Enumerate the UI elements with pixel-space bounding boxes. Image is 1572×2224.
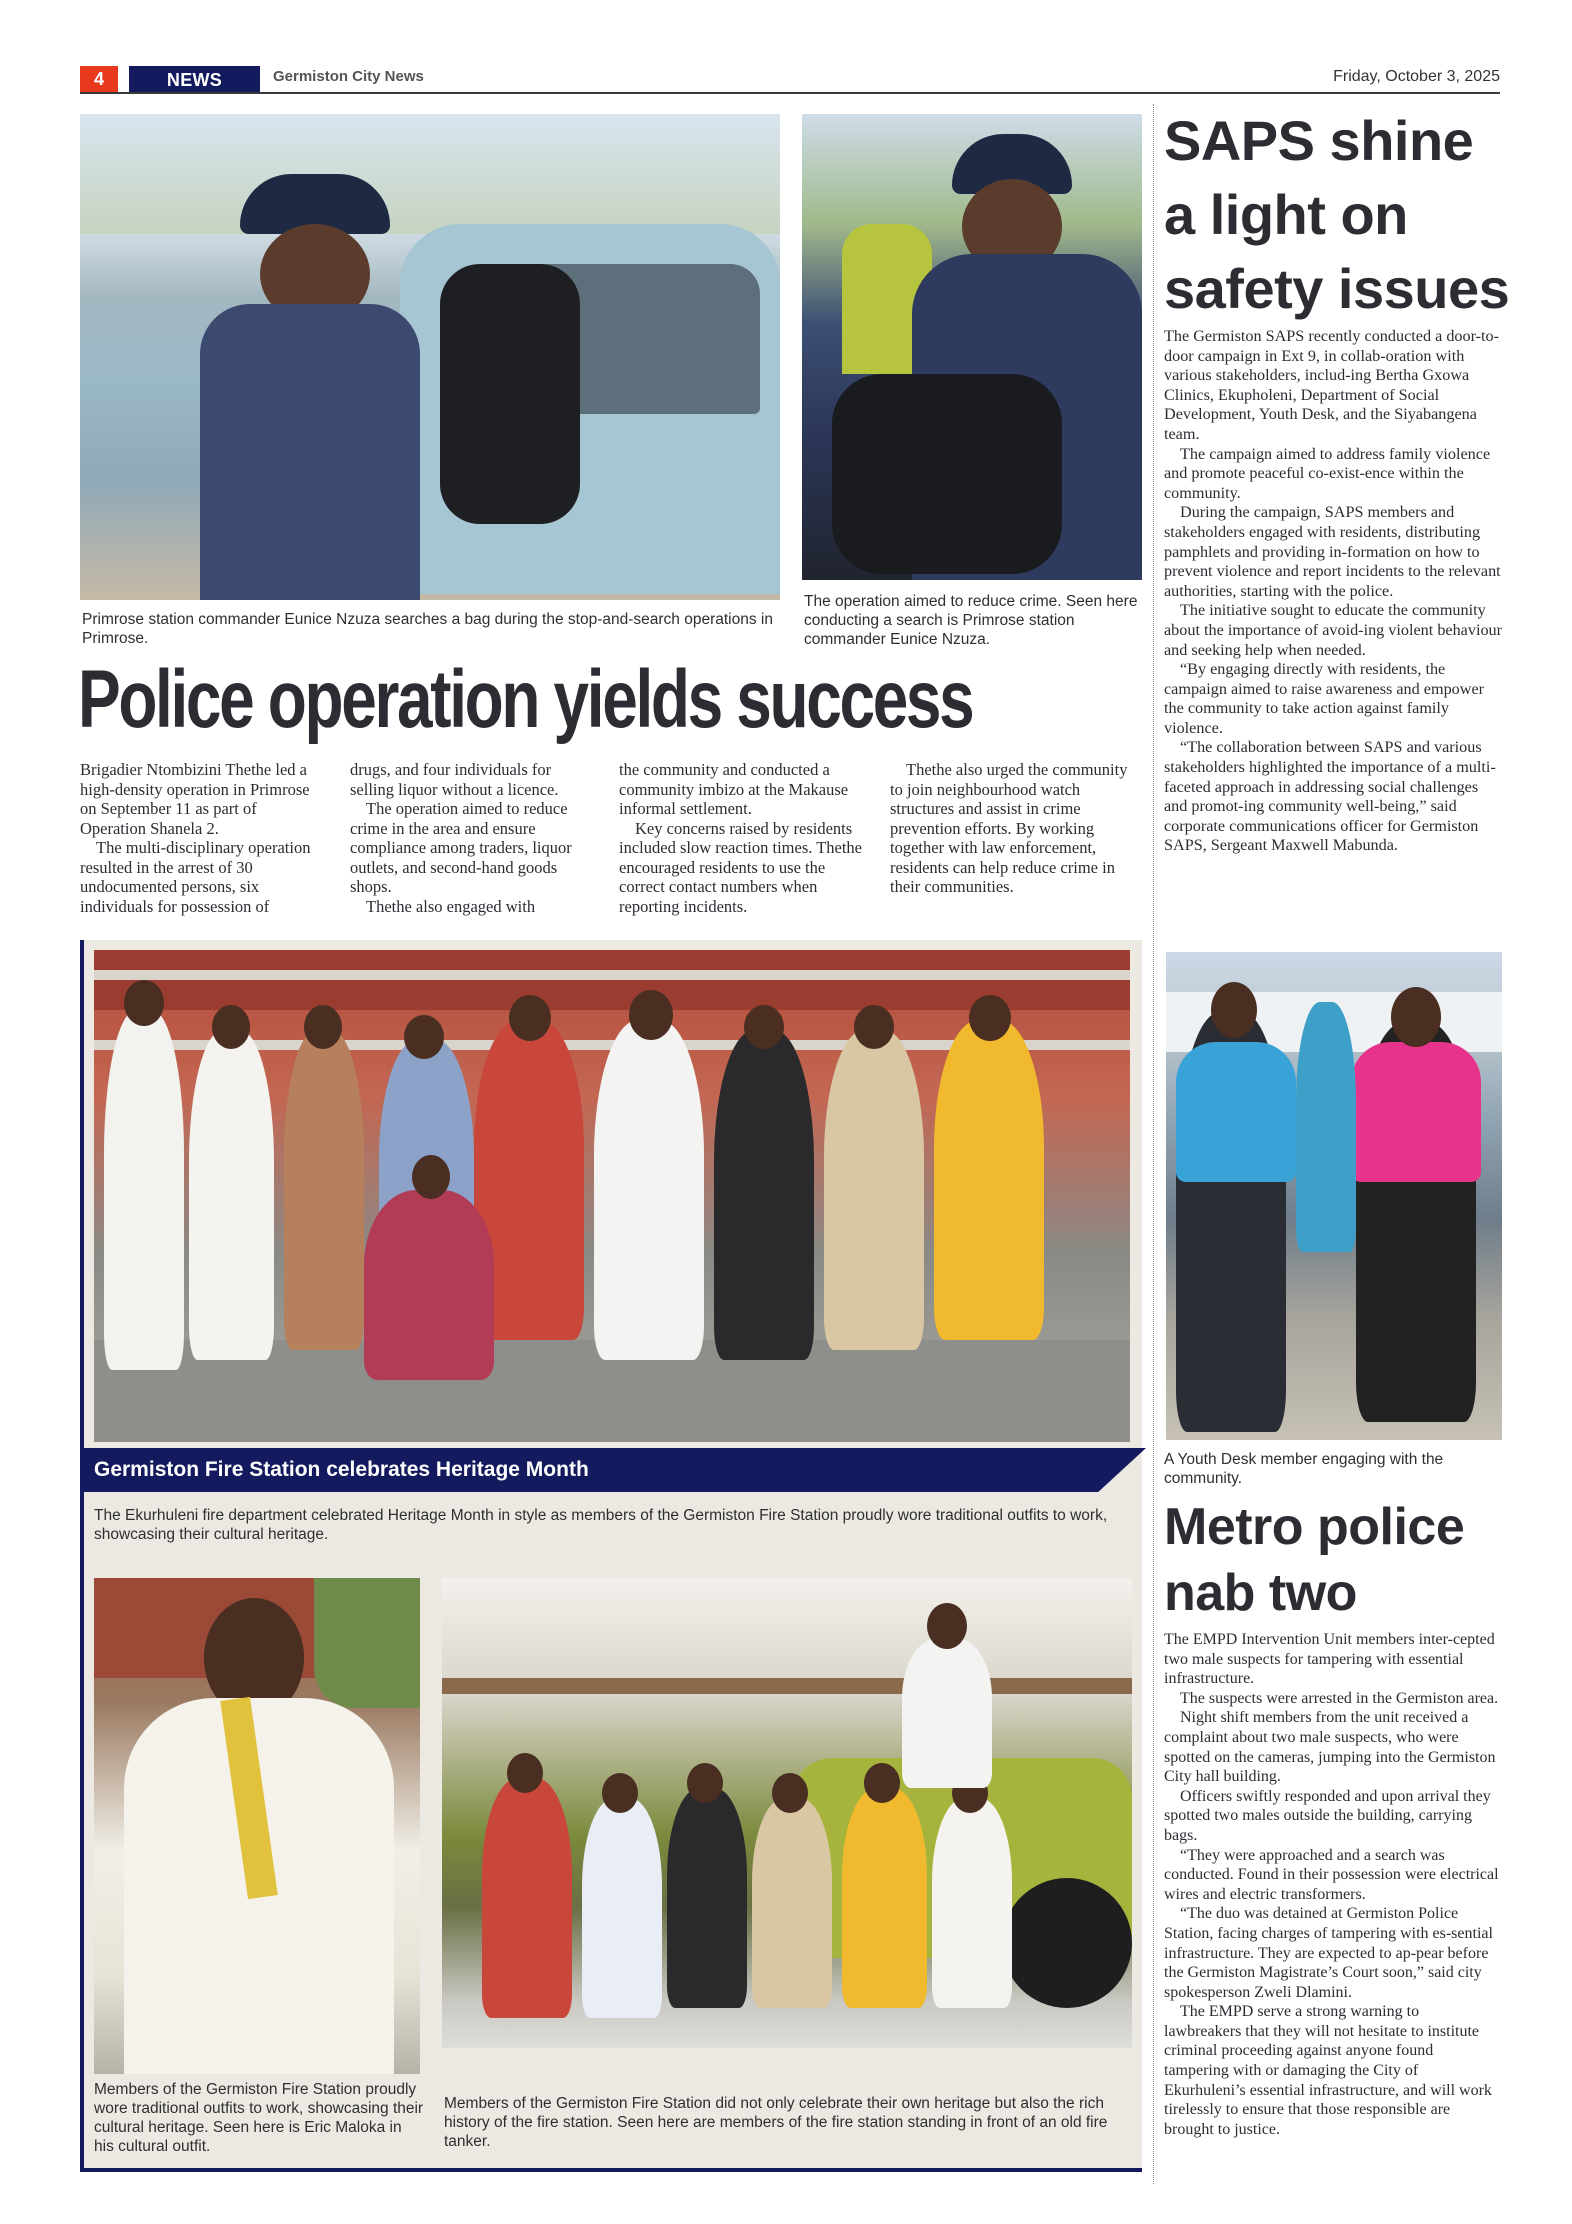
photo-officer-conducting-search [802,114,1142,580]
photo-fire-tanker-group [442,1578,1132,2048]
paragraph: Brigadier Ntombizini Thethe led a high-density operation in Primrose on September 11 as part of Operation Shanela 2. [80,760,310,838]
paragraph: During the campaign, SAPS members and stakeholders engaged with residents, distributing pamphlets and providing in-formation on how to prevent violence and report incidents to the relevant authorities, starting with the police. [1164,503,1501,600]
paragraph: Night shift members from the unit received a complaint about two male suspects, who were spotted on the cameras, jumping into the Germiston City hall building. [1164,1709,1496,1786]
article-column-2 [350,760,590,916]
photo-youth-desk-member [1166,952,1502,1440]
photo-fire-station-group [94,950,1130,1442]
headline-line: a light on [1164,183,1408,246]
photo-caption: Primrose station commander Eunice Nzuza searches a bag during the stop-and-search operations in Primrose. [82,611,773,647]
photo-caption: A Youth Desk member engaging with the community. [1164,1451,1444,1487]
article-column-1 [80,760,320,916]
metro-article-body [1164,1630,1499,2139]
paragraph: The EMPD Intervention Unit members inter-cepted two male suspects for tampering with essential infrastructure. [1164,1631,1495,1688]
photo-caption: Members of the Germiston Fire Station did not only celebrate their own heritage but also the rich history of the fire station. Seen here are members of the fire station standing in front of an old fire tanker. [444,2095,1108,2150]
paragraph: The operation aimed to reduce crime in the area and ensure compliance among traders, liquor outlets, and second-hand goods shops. [350,799,572,896]
column-divider [1153,104,1154,2184]
paragraph: The multi-disciplinary operation resulted in the arrest of 30 undocumented persons, six individuals for possession of [80,838,311,916]
photo-caption: The operation aimed to reduce crime. Seen here conducting a search is Primrose station commander Eunice Nzuza. [804,593,1138,648]
headline-police-operation: Police operation yields success [78,654,973,745]
section-label: NEWS [129,66,260,92]
paragraph: The Germiston SAPS recently conducted a door-to-door campaign in Ext 9, in collab-oration with various stakeholders, includ-ing Bertha Gxowa Clinics, Ekupholeni, Department of Social Development, Youth Desk, and the Siyabangena team. [1164,327,1500,443]
page-header [80,66,1500,94]
page-number: 4 [80,66,118,92]
photo-eric-maloka-portrait [94,1578,420,2074]
headline-metro-police [1164,1494,1464,1626]
paragraph: drugs, and four individuals for selling liquor without a licence. [350,760,559,799]
paragraph: The EMPD serve a strong warning to lawbreakers that they will not hesitate to institute criminal proceeding against anyone found tampering with or damaging the City of Ekurhuleni’s essential infrastructure, and will work tirelessly to ensure that those responsible are brought to justice. [1164,2003,1492,2138]
paragraph: “By engaging directly with residents, the campaign aimed to raise awareness and empower the community to take action against family violence. [1164,660,1485,737]
headline-line: Metro police [1164,1498,1465,1556]
paragraph: Thethe also urged the community to join neighbourhood watch structures and assist in crime prevention efforts. By working together with law enforcement, residents can help reduce crime in their communities. [890,760,1128,896]
article-column-4 [890,760,1140,897]
photo-officer-searching-bag [80,114,780,600]
paragraph: the community and conducted a community imbizo at the Makause informal settlement. [619,760,849,818]
paragraph: The initiative sought to educate the community about the importance of avoid-ing violent behaviour and seeking help when needed. [1164,601,1503,659]
paragraph: The suspects were arrested in the Germiston area. [1180,1689,1499,1707]
paragraph: “They were approached and a search was conducted. Found in their possession were electrical wires and electric transformers. [1164,1846,1499,1903]
paragraph: Officers swiftly responded and upon arrival they spotted two males outside the building, carrying bags. [1164,1787,1491,1844]
paragraph: Key concerns raised by residents included slow reaction times. Thethe encouraged residents to use the correct contact numbers when reporting incidents. [619,818,863,916]
saps-article-body [1164,327,1504,856]
headline-line: nab two [1164,1564,1357,1622]
paragraph: The campaign aimed to address family violence and promote peaceful co-exist-ence within the community. [1164,444,1491,502]
feature-title: Germiston Fire Station celebrates Heritage Month [94,1458,589,1481]
issue-date: Friday, October 3, 2025 [1333,68,1500,85]
photo-caption: Members of the Germiston Fire Station proudly wore traditional outfits to work, showcasing their cultural heritage. Seen here is Eric Maloka in his cultural outfit. [94,2081,424,2155]
headline-saps-shine [1164,104,1509,326]
publication-name: Germiston City News [273,68,424,85]
headline-line: safety issues [1164,257,1510,320]
paragraph: “The collaboration between SAPS and various stakeholders highlighted the importance of a multi-faceted approach in addressing social challenges and promot-ing community well-being,” said corporate communications officer for Germiston SAPS, Sergeant Maxwell Mabunda. [1164,738,1496,855]
paragraph: Thethe also engaged with [366,896,536,916]
feature-intro: The Ekurhuleni fire department celebrated Heritage Month in style as members of the Germiston Fire Station proudly wore traditional outfits to work, showcasing their cultural heritage. [94,1507,1108,1543]
article-column-3 [619,760,875,916]
headline-line: SAPS shine [1164,109,1474,172]
paragraph: “The duo was detained at Germiston Police Station, facing charges of tampering with es-sential infrastructure. They are expected to ap-pear before the Germiston Magistrate’s Court soon,” said city spokesperson Zweli Dlamini. [1164,1905,1493,2001]
